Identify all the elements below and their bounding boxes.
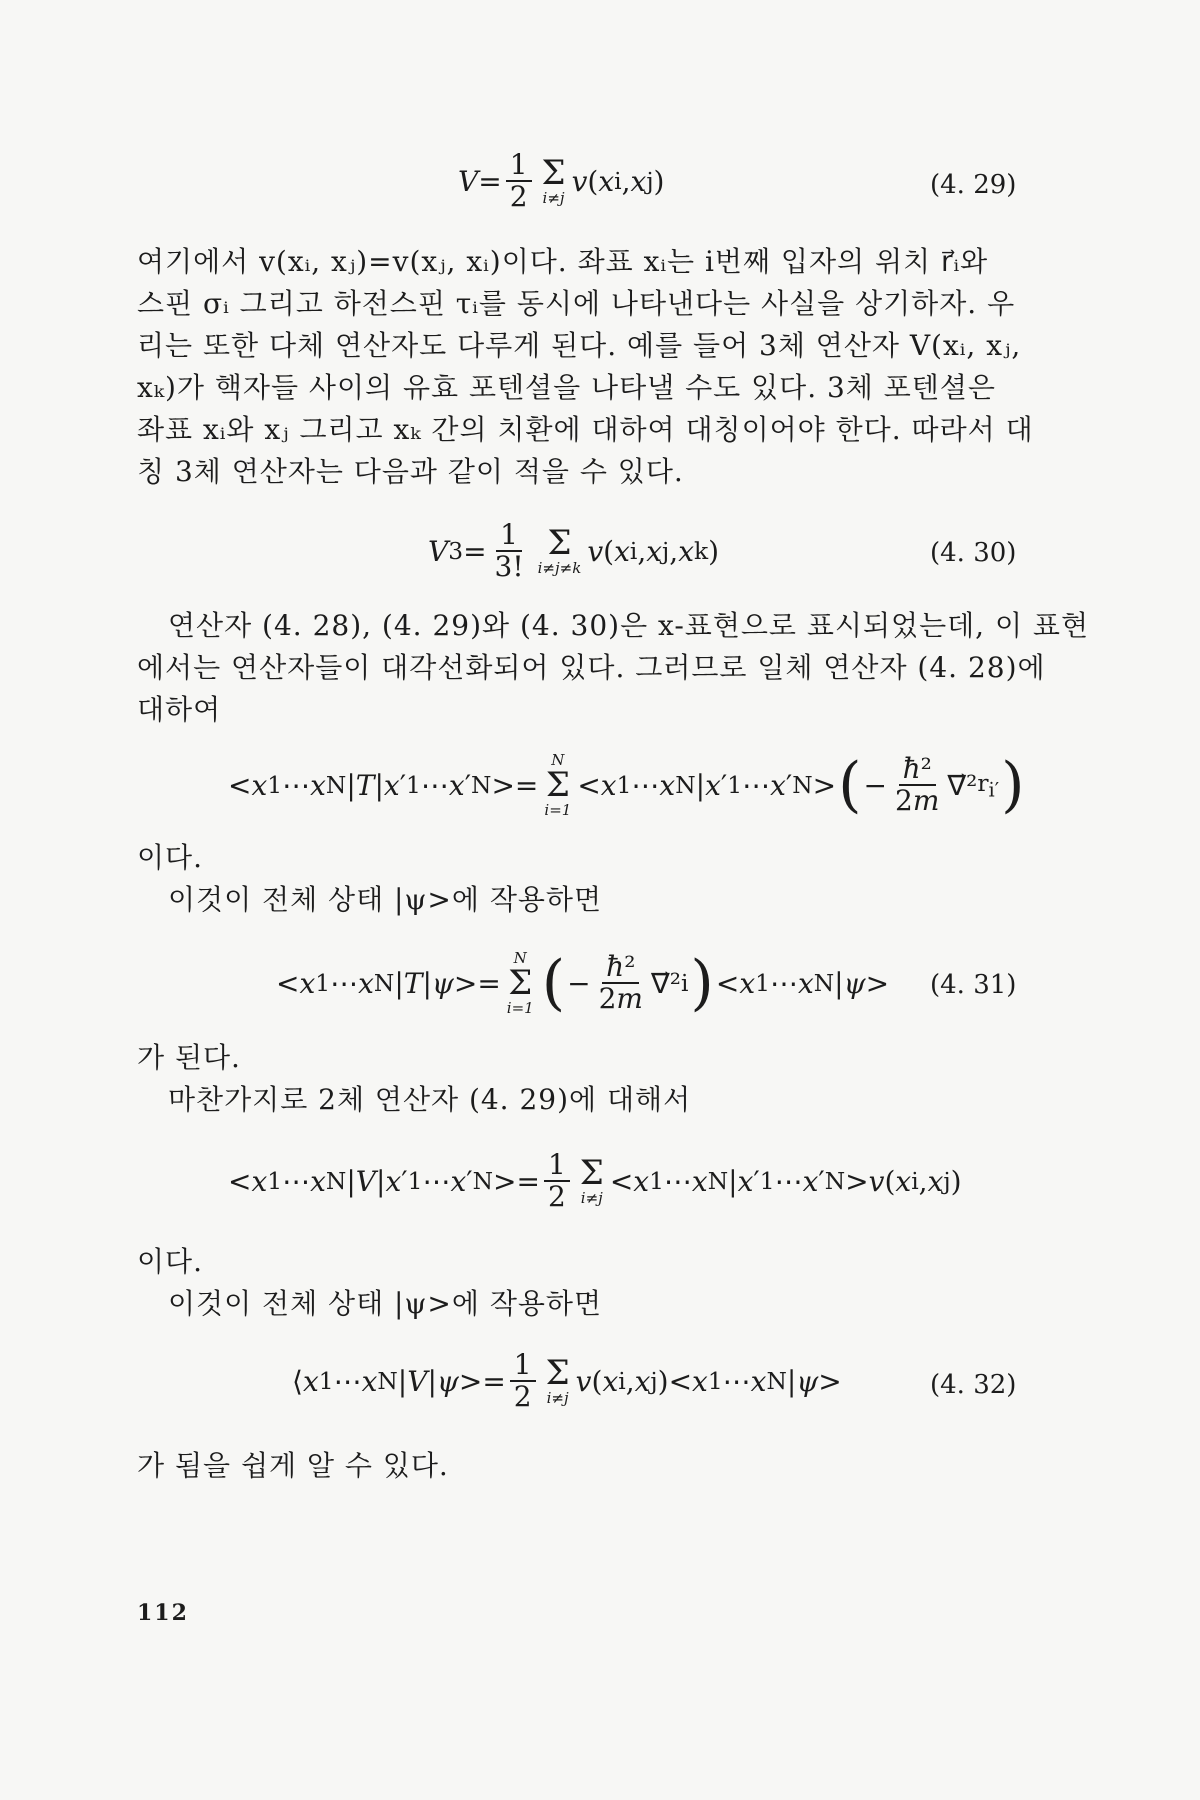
paragraph-line: xₖ)가 핵자들 사이의 유효 포텐셜을 나타낼 수도 있다. 3체 포텐셜은: [137, 371, 996, 404]
equation-number: (4. 30): [930, 538, 1017, 568]
paragraph-line: 이다.: [137, 1245, 203, 1278]
page-number: 112: [137, 1600, 189, 1626]
paragraph-line: 이것이 전체 상태 |ψ>에 작용하면: [168, 883, 603, 916]
paragraph-line: 좌표 xᵢ와 xⱼ 그리고 xₖ 간의 치환에 대하여 대칭이어야 한다. 따라서 대: [137, 413, 1034, 446]
equation-potential-matrix: < x 1 ⋯ x N | V | x ′ 1 ⋯ x ′ N >= $\frac{1}{2}$ Σ i≠j < x 1 ⋯ x N | x ′ 1 ⋯ x ′ N > v ( x i , x j ): [228, 1148, 962, 1213]
paragraph-line: 리는 또한 다체 연산자도 다루게 된다. 예를 들어 3체 연산자 V(xᵢ, xⱼ,: [137, 329, 1022, 362]
paragraph-line: 연산자 (4. 28), (4. 29)와 (4. 30)은 x-표현으로 표시되었는데, 이 표현: [168, 609, 1090, 642]
equation-kinetic-matrix: < x 1 ⋯ x N | T | x ′ 1 ⋯ x ′ N >= N Σ i=1 < x 1 ⋯ x N | x ′ 1 ⋯ x ′ N > ( − $\frac{\text{ħ²}}{2m}$ ∇⃗² $r_{i'}$ ): [228, 750, 1025, 820]
paragraph-line: 여기에서 v(xᵢ, xⱼ)=v(xⱼ, xᵢ)이다. 좌표 xᵢ는 i번째 입자의 위치 r⃗ᵢ와: [137, 245, 989, 278]
equation-number: (4. 32): [930, 1370, 1017, 1400]
equation-4-29: V = $\frac{1}{2}$ Σ i≠j v ( x i , x j ): [458, 148, 665, 213]
paragraph-line: 이것이 전체 상태 |ψ>에 작용하면: [168, 1287, 603, 1320]
paragraph-line: 마찬가지로 2체 연산자 (4. 29)에 대해서: [168, 1083, 692, 1116]
equation-number: (4. 31): [930, 970, 1017, 1000]
paragraph-line: 이다.: [137, 841, 203, 874]
paragraph-line: 에서는 연산자들이 대각선화되어 있다. 그러므로 일체 연산자 (4. 28)에: [137, 651, 1046, 684]
paragraph-line: 칭 3체 연산자는 다음과 같이 적을 수 있다.: [137, 455, 684, 488]
paragraph-line: 스핀 σᵢ 그리고 하전스핀 τᵢ를 동시에 나타낸다는 사실을 상기하자. 우: [137, 287, 1016, 320]
paragraph-line: 가 된다.: [137, 1041, 241, 1074]
equation-4-31: < x 1 ⋯ x N | T | ψ >= N Σ i=1 ( − $\frac{\text{ħ²}}{2m}$ ∇⃗² i ) < x 1 ⋯ x N | ψ >: [276, 948, 890, 1018]
paragraph-line: 대하여: [137, 693, 222, 726]
equation-4-32: ⟨ x 1 ⋯ x N | V | ψ >= $\frac{1}{2}$ Σ i≠j v ( x i , x j )< x 1 ⋯ x N | ψ >: [292, 1348, 842, 1413]
paragraph-line: 가 됨을 쉽게 알 수 있다.: [137, 1449, 449, 1482]
equation-number: (4. 29): [930, 170, 1017, 200]
equation-4-30: V 3 = $\frac{1}{3!}$ Σ i≠j≠k v ( x i , x j , x k ): [428, 518, 720, 583]
